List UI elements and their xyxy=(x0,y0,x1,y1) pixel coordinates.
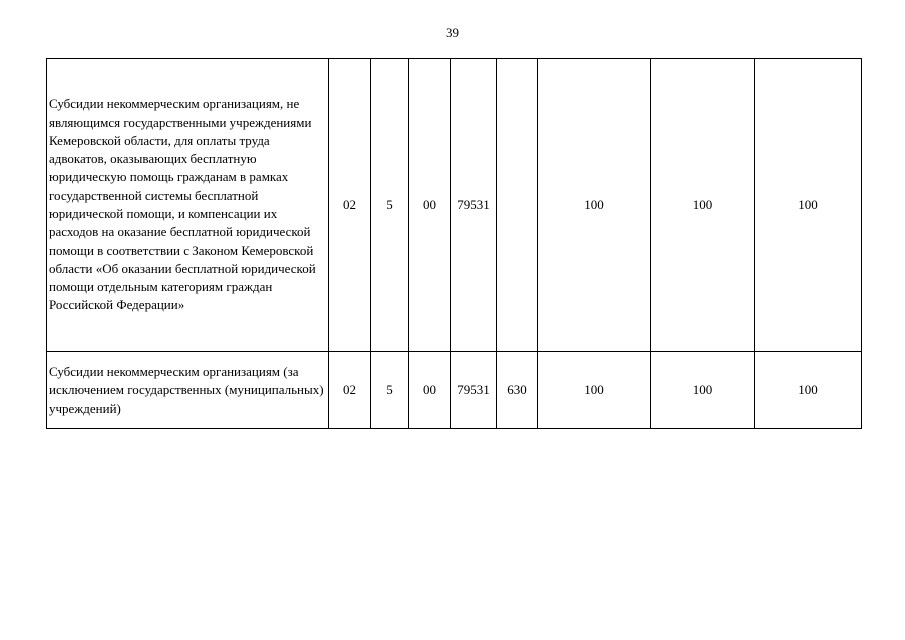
target-article-cell: 79531 xyxy=(451,352,497,429)
table-row xyxy=(47,352,862,429)
table-row xyxy=(47,59,862,352)
amount-year-2-cell: 100 xyxy=(651,59,755,352)
amount-year-1-cell: 100 xyxy=(538,59,651,352)
budget-table xyxy=(46,58,862,429)
amount-year-1-cell: 100 xyxy=(538,352,651,429)
page-number: 39 xyxy=(446,25,459,40)
section-code-cell: 02 xyxy=(329,352,371,429)
program-code-cell: 5 xyxy=(371,352,409,429)
subprogram-code-cell: 00 xyxy=(409,59,451,352)
amount-year-2-cell: 100 xyxy=(651,352,755,429)
row-name-cell: Субсидии некоммерческим организациям, не являющимся государственными учреждениями Кемеровской области, для оплаты труда адвокатов, оказывающих бесплатную юридическую помощь гражданам в рамках государственной системы бесплатной юридической помощи, и компенсации их расходов на оказание бесплатной юридической помощи в соответствии с Законом Кемеровской области «Об оказании бесплатной юридической помощи отдельным категориям граждан Российской Федерации» xyxy=(47,59,329,352)
section-code-cell: 02 xyxy=(329,59,371,352)
row-name-cell: Субсидии некоммерческим организациям (за исключением государственных (муниципальных) учреждений) xyxy=(47,352,329,429)
program-code-cell: 5 xyxy=(371,59,409,352)
expense-type-cell: 630 xyxy=(497,352,538,429)
expense-type-cell xyxy=(497,59,538,352)
subprogram-code-cell: 00 xyxy=(409,352,451,429)
amount-year-3-cell: 100 xyxy=(755,59,862,352)
amount-year-3-cell: 100 xyxy=(755,352,862,429)
target-article-cell: 79531 xyxy=(451,59,497,352)
